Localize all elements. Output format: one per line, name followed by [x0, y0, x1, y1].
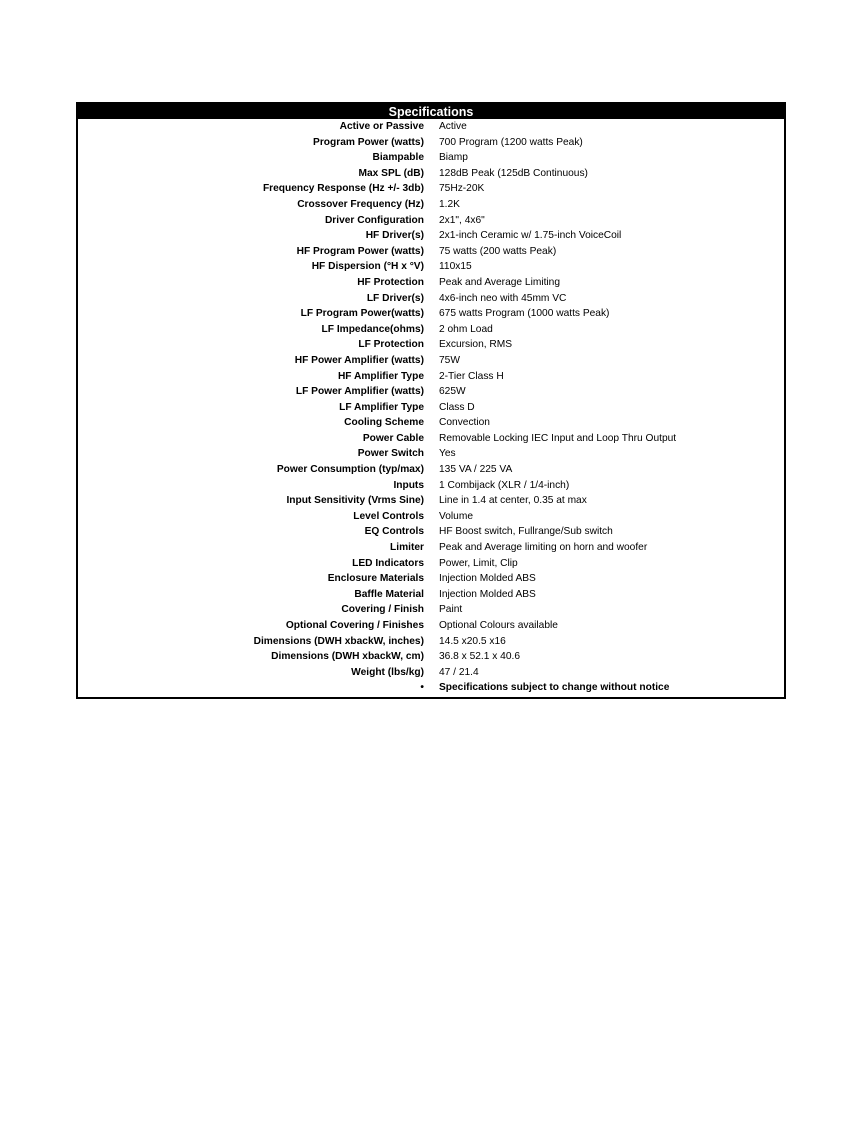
spec-label: Active or Passive — [339, 121, 424, 132]
spec-label: HF Amplifier Type — [337, 370, 424, 382]
table-row — [78, 665, 784, 681]
table-row — [78, 618, 784, 634]
spec-value: Paint — [439, 604, 463, 616]
table-row — [78, 150, 784, 166]
table-row — [78, 275, 784, 291]
spec-label: LF Amplifier Type — [339, 401, 424, 413]
spec-label: LF Program Power(watts) — [300, 308, 424, 320]
table-row — [78, 181, 784, 197]
spec-value: 675 watts Program (1000 watts Peak) — [439, 308, 610, 320]
spec-value: 625W — [439, 386, 466, 398]
spec-value: Excursion, RMS — [439, 339, 513, 351]
table-row — [78, 384, 784, 400]
table-row — [78, 244, 784, 260]
spec-label: EQ Controls — [364, 526, 424, 538]
spec-label: Driver Configuration — [324, 214, 424, 226]
table-row — [78, 524, 784, 540]
spec-value: 1.2K — [439, 198, 460, 210]
spec-label: Covering / Finish — [341, 604, 424, 616]
spec-value: Optional Colours available — [439, 620, 558, 631]
spec-value: 128dB Peak (125dB Continuous) — [439, 167, 588, 179]
spec-label: Level Controls — [353, 510, 424, 522]
spec-label: HF Protection — [357, 276, 424, 288]
table-row — [78, 556, 784, 572]
spec-value: Yes — [439, 448, 456, 460]
table-row — [78, 400, 784, 416]
spec-label: LF Power Amplifier (watts) — [295, 386, 424, 398]
spec-label: Max SPL (dB) — [358, 167, 424, 179]
bullet: • — [420, 682, 424, 694]
spec-label: Weight (lbs/kg) — [351, 666, 424, 678]
spec-label: Dimensions (DWH xbackW, cm) — [271, 651, 424, 663]
spec-value: 2x1", 4x6" — [439, 214, 485, 226]
spec-label: LF Protection — [358, 339, 424, 351]
spec-label: HF Dispersion (°H x °V) — [311, 261, 424, 273]
spec-value: 2 ohm Load — [439, 323, 493, 335]
table-row — [78, 493, 784, 509]
table-row — [78, 478, 784, 494]
table-row — [78, 213, 784, 229]
spec-value: 2-Tier Class H — [439, 370, 504, 382]
spec-value: Injection Molded ABS — [439, 588, 536, 600]
spec-value: Injection Molded ABS — [439, 573, 536, 585]
table-row — [78, 634, 784, 650]
spec-label: Enclosure Materials — [327, 573, 424, 585]
table-row — [78, 119, 784, 135]
spec-value: Line in 1.4 at center, 0.35 at max — [439, 495, 587, 507]
spec-value: 4x6-inch neo with 45mm VC — [439, 292, 567, 304]
spec-label: Input Sensitivity (Vrms Sine) — [286, 495, 424, 507]
table-row — [78, 306, 784, 322]
spec-label: HF Driver(s) — [365, 230, 424, 242]
table-row — [78, 431, 784, 447]
spec-value: 36.8 x 52.1 x 40.6 — [439, 651, 520, 663]
spec-value: 700 Program (1200 watts Peak) — [439, 136, 583, 148]
table-row — [78, 353, 784, 369]
table-row — [78, 649, 784, 665]
spec-value: Biamp — [439, 152, 468, 164]
table-row — [78, 587, 784, 603]
specifications-table — [76, 102, 786, 699]
spec-label: LED Indicators — [352, 557, 424, 569]
spec-label: Baffle Material — [354, 588, 424, 600]
table-row — [78, 166, 784, 182]
spec-value: 75 watts (200 watts Peak) — [439, 245, 557, 257]
spec-label: LF Impedance(ohms) — [321, 323, 424, 335]
spec-label: Power Switch — [357, 448, 424, 460]
spec-rows — [78, 119, 784, 697]
table-row — [78, 197, 784, 213]
spec-value: Convection — [439, 417, 490, 429]
spec-label: Cooling Scheme — [344, 417, 424, 429]
spec-label: Biampable — [372, 152, 424, 164]
spec-value: 75Hz-20K — [439, 183, 485, 195]
footer-note: Specifications subject to change without notice — [439, 682, 670, 694]
spec-label: Program Power (watts) — [313, 136, 424, 148]
spec-label: Dimensions (DWH xbackW, inches) — [253, 635, 424, 647]
spec-value: Volume — [439, 510, 473, 522]
spec-value: Peak and Average Limiting — [439, 276, 561, 288]
table-row — [78, 462, 784, 478]
spec-value: Peak and Average limiting on horn and woofer — [439, 542, 648, 554]
spec-value: Active — [439, 121, 467, 132]
spec-value: 135 VA / 225 VA — [439, 464, 513, 476]
table-row — [78, 135, 784, 151]
spec-label: Optional Covering / Finishes — [285, 620, 424, 631]
spec-value: 75W — [439, 354, 460, 366]
table-row — [78, 259, 784, 275]
spec-value: 110x15 — [439, 261, 472, 273]
spec-label: Inputs — [393, 479, 424, 491]
spec-value: 1 Combijack (XLR / 1/4-inch) — [439, 479, 570, 491]
table-row — [78, 509, 784, 525]
table-row — [78, 571, 784, 587]
spec-value: Removable Locking IEC Input and Loop Thru Output — [439, 432, 677, 444]
table-row — [78, 228, 784, 244]
spec-label: Crossover Frequency (Hz) — [297, 198, 424, 210]
table-row — [78, 602, 784, 618]
spec-label: HF Program Power (watts) — [296, 245, 424, 257]
table-title: Specifications — [78, 104, 784, 119]
table-row — [78, 322, 784, 338]
spec-label: Power Cable — [362, 432, 424, 444]
spec-value: Class D — [439, 401, 475, 413]
spec-label: LF Driver(s) — [366, 292, 424, 304]
spec-label: Limiter — [390, 542, 424, 554]
table-row — [78, 291, 784, 307]
table-row — [78, 415, 784, 431]
table-row — [78, 337, 784, 353]
table-row — [78, 369, 784, 385]
spec-value: 2x1-inch Ceramic w/ 1.75-inch VoiceCoil — [439, 230, 622, 242]
spec-value: 14.5 x20.5 x16 — [439, 635, 506, 647]
spec-value: 47 / 21.4 — [439, 666, 479, 678]
spec-label: Frequency Response (Hz +/- 3db) — [262, 183, 424, 195]
spec-value: HF Boost switch, Fullrange/Sub switch — [439, 526, 613, 538]
table-row — [78, 540, 784, 556]
spec-label: HF Power Amplifier (watts) — [294, 354, 424, 366]
spec-value: Power, Limit, Clip — [439, 557, 518, 569]
spec-label: Power Consumption (typ/max) — [276, 464, 424, 476]
table-row — [78, 446, 784, 462]
footer-note-row — [78, 680, 784, 696]
